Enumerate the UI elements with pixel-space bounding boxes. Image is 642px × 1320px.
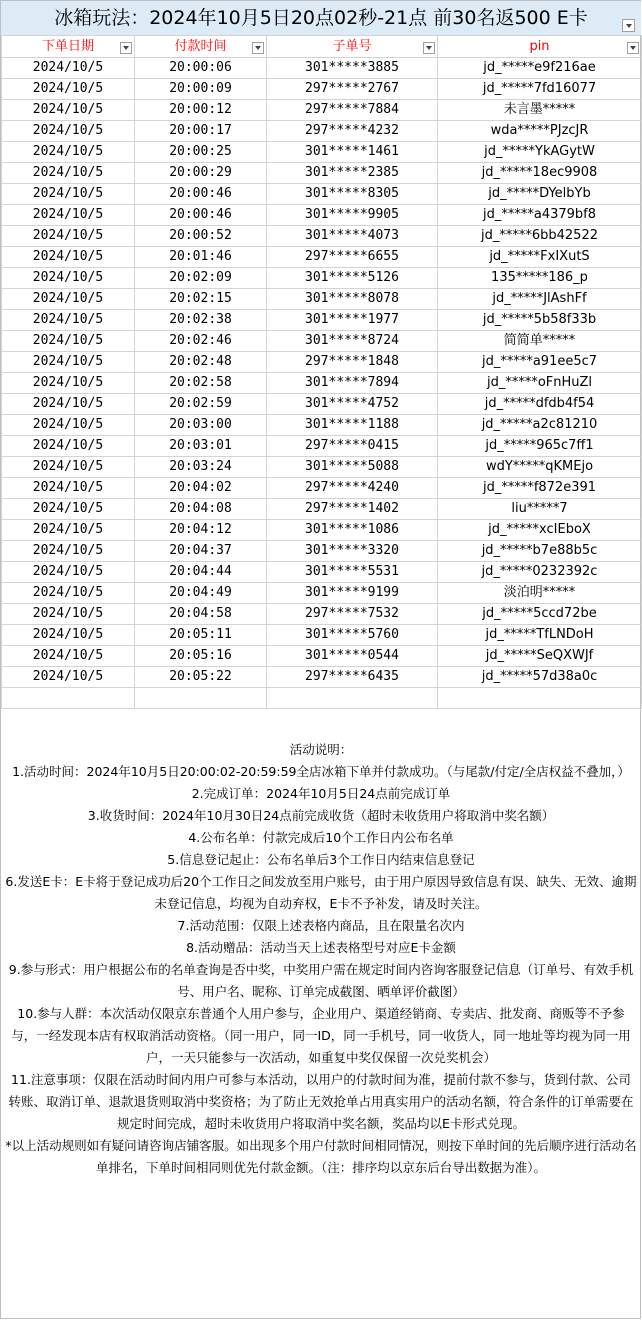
order-date-cell[interactable]: 2024/10/5 — [2, 478, 135, 499]
filter-dropdown-icon[interactable] — [627, 42, 639, 54]
pin-cell[interactable]: jd_*****JlAshFf — [438, 289, 642, 310]
table-row — [2, 394, 642, 415]
order-date-cell[interactable]: 2024/10/5 — [2, 310, 135, 331]
pay-time-cell[interactable]: 20:02:09 — [135, 268, 267, 289]
table-row — [2, 667, 642, 688]
pay-time-cell[interactable]: 20:03:00 — [135, 415, 267, 436]
rule-item: 6.发送E卡：E卡将于登记成功后20个工作日之间发放至用户账号，由于用户原因导致信息有误、缺失、无效、逾期未登记信息，均视为自动弃权，E卡不予补发，请及时关注。 — [5, 874, 637, 911]
order-date-cell[interactable]: 2024/10/5 — [2, 562, 135, 583]
rule-item: 10.参与人群：本次活动仅限京东普通个人用户参与，企业用户、渠道经销商、专卖店、批发商、商贩等不予参与，一经发现本店有权取消活动资格。（同一用户，同一ID，同一手机号，同一收货人，同一地址等均视为同一用户，一天只能参与一次活动，如重复中奖仅保留一次兑奖机会） — [11, 1006, 631, 1065]
column-header-label: 下单日期 — [41, 38, 94, 54]
column-header-sub-order[interactable] — [267, 36, 438, 58]
table-row — [2, 457, 642, 478]
sub-order-cell[interactable]: 301*****1977 — [267, 310, 438, 331]
pin-cell[interactable]: jd_*****57d38a0c — [438, 667, 642, 688]
pin-cell[interactable]: 简简单***** — [438, 331, 642, 352]
pin-cell[interactable]: jd_*****a91ee5c7 — [438, 352, 642, 373]
sub-order-cell[interactable]: 301*****4752 — [267, 394, 438, 415]
order-date-cell[interactable]: 2024/10/5 — [2, 247, 135, 268]
rule-item: 2.完成订单：2024年10月5日24点前完成订单 — [191, 786, 451, 801]
table-row — [2, 184, 642, 205]
rules-heading: 活动说明： — [289, 742, 353, 757]
sub-order-cell[interactable]: 301*****1188 — [267, 415, 438, 436]
pay-time-cell[interactable]: 20:00:46 — [135, 205, 267, 226]
order-date-cell[interactable]: 2024/10/5 — [2, 583, 135, 604]
sub-order-cell[interactable]: 301*****3320 — [267, 541, 438, 562]
sub-order-cell[interactable]: 297*****0415 — [267, 436, 438, 457]
rule-item: 9.参与形式：用户根据公布的名单查询是否中奖，中奖用户需在规定时间内咨询客服登记信息（订单号、有效手机号、用户名、昵称、订单完成截图、晒单评价截图） — [8, 962, 634, 999]
table-row — [2, 121, 642, 142]
pay-time-cell[interactable]: 20:02:15 — [135, 289, 267, 310]
order-date-cell[interactable]: 2024/10/5 — [2, 667, 135, 688]
sub-order-cell[interactable]: 297*****6655 — [267, 247, 438, 268]
order-date-cell[interactable]: 2024/10/5 — [2, 289, 135, 310]
pay-time-cell[interactable]: 20:02:38 — [135, 310, 267, 331]
table-row — [2, 436, 642, 457]
rule-item: 8.活动赠品：活动当天上述表格型号对应E卡金额 — [186, 940, 456, 955]
pay-time-cell[interactable]: 20:04:44 — [135, 562, 267, 583]
table-row — [2, 163, 642, 184]
pay-time-cell[interactable]: 20:04:37 — [135, 541, 267, 562]
pay-time-cell[interactable]: 20:02:48 — [135, 352, 267, 373]
sub-order-cell[interactable]: 301*****5531 — [267, 562, 438, 583]
empty-cell[interactable] — [135, 688, 267, 709]
order-date-cell[interactable]: 2024/10/5 — [2, 457, 135, 478]
order-date-cell[interactable]: 2024/10/5 — [2, 352, 135, 373]
pay-time-cell[interactable]: 20:00:17 — [135, 121, 267, 142]
pin-cell[interactable]: jd_*****a4379bf8 — [438, 205, 642, 226]
empty-cell[interactable] — [2, 688, 135, 709]
table-row — [2, 562, 642, 583]
activity-rules — [1, 739, 641, 1179]
filter-dropdown-icon[interactable] — [252, 42, 264, 54]
column-header-pin[interactable] — [438, 36, 642, 58]
order-date-cell[interactable]: 2024/10/5 — [2, 394, 135, 415]
order-date-cell[interactable]: 2024/10/5 — [2, 268, 135, 289]
pin-cell[interactable]: jd_*****f872e391 — [438, 478, 642, 499]
sub-order-cell[interactable]: 301*****5760 — [267, 625, 438, 646]
pin-cell[interactable]: jd_*****a2c81210 — [438, 415, 642, 436]
rule-item: 11.注意事项：仅限在活动时间内用户可参与本活动，以用户的付款时间为准，提前付款不参与，货到付款、公司转账、取消订单、退款退货则取消中奖资格；为了防止无效抢单占用真实用户的活动名额，符合条件的订单需要在规定时间完成，超时未收货用户将取消中奖名额，奖品均以E卡形式兑现。 — [8, 1072, 634, 1131]
order-date-cell[interactable]: 2024/10/5 — [2, 436, 135, 457]
column-header-pay-time[interactable] — [135, 36, 267, 58]
sub-order-cell[interactable]: 297*****2767 — [267, 79, 438, 100]
pay-time-cell[interactable]: 20:02:58 — [135, 373, 267, 394]
table-row — [2, 478, 642, 499]
header-row — [2, 36, 642, 58]
pay-time-cell[interactable]: 20:00:09 — [135, 79, 267, 100]
order-date-cell[interactable]: 2024/10/5 — [2, 184, 135, 205]
sub-order-cell[interactable]: 301*****9199 — [267, 583, 438, 604]
order-date-cell[interactable]: 2024/10/5 — [2, 100, 135, 121]
table-row — [2, 415, 642, 436]
sub-order-cell[interactable]: 301*****5088 — [267, 457, 438, 478]
pin-cell[interactable]: jd_*****965c7ff1 — [438, 436, 642, 457]
rule-item: 1.活动时间：2024年10月5日20:00:02-20:59:59全店冰箱下单并付款成功。（与尾款/付定/全店权益不叠加，） — [12, 764, 630, 779]
pin-cell[interactable]: 淡泊明***** — [438, 583, 642, 604]
rule-item: 3.收货时间：2024年10月30日24点前完成收货（超时未收货用户将取消中奖名额） — [87, 808, 555, 823]
column-header-label: 子单号 — [332, 38, 372, 54]
order-date-cell[interactable]: 2024/10/5 — [2, 604, 135, 625]
table-row — [2, 373, 642, 394]
sub-order-cell[interactable]: 297*****1402 — [267, 499, 438, 520]
sub-order-cell[interactable]: 301*****2385 — [267, 163, 438, 184]
sub-order-cell[interactable]: 301*****5126 — [267, 268, 438, 289]
table-row — [2, 289, 642, 310]
table-row — [2, 646, 642, 667]
pin-cell[interactable]: jd_*****b7e88b5c — [438, 541, 642, 562]
order-date-cell[interactable]: 2024/10/5 — [2, 499, 135, 520]
sub-order-cell[interactable]: 301*****1461 — [267, 142, 438, 163]
column-header-order-date[interactable] — [2, 36, 135, 58]
table-row — [2, 79, 642, 100]
empty-row — [2, 688, 642, 709]
page-title: 冰箱玩法：2024年10月5日20点02秒-21点 前30名返500 E卡 — [54, 7, 588, 29]
pin-cell[interactable]: jd_*****oFnHuZl — [438, 373, 642, 394]
table-row — [2, 205, 642, 226]
sub-order-cell[interactable]: 301*****1086 — [267, 520, 438, 541]
pay-time-cell[interactable]: 20:00:52 — [135, 226, 267, 247]
column-header-label: pin — [529, 38, 550, 54]
table-row — [2, 100, 642, 121]
order-date-cell[interactable]: 2024/10/5 — [2, 646, 135, 667]
order-date-cell[interactable]: 2024/10/5 — [2, 79, 135, 100]
order-date-cell[interactable]: 2024/10/5 — [2, 415, 135, 436]
pin-cell[interactable]: jd_*****DYelbYb — [438, 184, 642, 205]
order-date-cell[interactable]: 2024/10/5 — [2, 520, 135, 541]
table-row — [2, 625, 642, 646]
sub-order-cell[interactable]: 297*****7532 — [267, 604, 438, 625]
table-row — [2, 310, 642, 331]
order-date-cell[interactable]: 2024/10/5 — [2, 541, 135, 562]
sub-order-cell[interactable]: 297*****7884 — [267, 100, 438, 121]
pay-time-cell[interactable]: 20:00:06 — [135, 58, 267, 79]
pay-time-cell[interactable]: 20:03:01 — [135, 436, 267, 457]
table-row — [2, 583, 642, 604]
pin-cell[interactable]: wda*****PJzcJR — [438, 121, 642, 142]
sub-order-cell[interactable]: 297*****4240 — [267, 478, 438, 499]
pin-cell[interactable]: liu*****7 — [438, 499, 642, 520]
pin-cell[interactable]: 未言墨***** — [438, 100, 642, 121]
pin-cell[interactable]: 135*****186_p — [438, 268, 642, 289]
empty-cell[interactable] — [438, 688, 642, 709]
sub-order-cell[interactable]: 301*****4073 — [267, 226, 438, 247]
table-row — [2, 604, 642, 625]
pin-cell[interactable]: jd_*****6bb42522 — [438, 226, 642, 247]
pin-cell[interactable]: jd_*****18ec9908 — [438, 163, 642, 184]
empty-cell[interactable] — [267, 688, 438, 709]
table-row — [2, 331, 642, 352]
table-row — [2, 541, 642, 562]
order-date-cell[interactable]: 2024/10/5 — [2, 205, 135, 226]
table-row — [2, 268, 642, 289]
pin-cell[interactable]: jd_*****dfdb4f54 — [438, 394, 642, 415]
sub-order-cell[interactable]: 297*****4232 — [267, 121, 438, 142]
table-row — [2, 142, 642, 163]
rule-item: 7.活动范围：仅限上述表格内商品，且在限量名次内 — [177, 918, 465, 933]
order-date-cell[interactable]: 2024/10/5 — [2, 373, 135, 394]
pay-time-cell[interactable]: 20:00:12 — [135, 100, 267, 121]
pay-time-cell[interactable]: 20:04:49 — [135, 583, 267, 604]
sub-order-cell[interactable]: 301*****8724 — [267, 331, 438, 352]
pay-time-cell[interactable]: 20:05:22 — [135, 667, 267, 688]
table-row — [2, 226, 642, 247]
pay-time-cell[interactable]: 20:04:08 — [135, 499, 267, 520]
sub-order-cell[interactable]: 301*****7894 — [267, 373, 438, 394]
sub-order-cell[interactable]: 301*****3885 — [267, 58, 438, 79]
pay-time-cell[interactable]: 20:02:46 — [135, 331, 267, 352]
order-date-cell[interactable]: 2024/10/5 — [2, 163, 135, 184]
pay-time-cell[interactable]: 20:05:11 — [135, 625, 267, 646]
pay-time-cell[interactable]: 20:00:29 — [135, 163, 267, 184]
pin-cell[interactable]: wdY*****qKMEjo — [438, 457, 642, 478]
pay-time-cell[interactable]: 20:00:46 — [135, 184, 267, 205]
pin-cell[interactable]: jd_*****7fd16077 — [438, 79, 642, 100]
column-header-label: 付款时间 — [174, 38, 227, 54]
pay-time-cell[interactable]: 20:04:12 — [135, 520, 267, 541]
sub-order-cell[interactable]: 297*****6435 — [267, 667, 438, 688]
pin-cell[interactable]: jd_*****xcIEboX — [438, 520, 642, 541]
pin-cell[interactable]: jd_*****0232392c — [438, 562, 642, 583]
order-date-cell[interactable]: 2024/10/5 — [2, 121, 135, 142]
pin-cell[interactable]: jd_*****SeQXWJf — [438, 646, 642, 667]
filter-dropdown-icon[interactable] — [120, 42, 132, 54]
sub-order-cell[interactable]: 297*****1848 — [267, 352, 438, 373]
table-body — [2, 36, 642, 709]
filter-dropdown-icon[interactable] — [423, 42, 435, 54]
order-date-cell[interactable]: 2024/10/5 — [2, 58, 135, 79]
pay-time-cell[interactable]: 20:04:58 — [135, 604, 267, 625]
pin-cell[interactable]: jd_*****FxIXutS — [438, 247, 642, 268]
pay-time-cell[interactable]: 20:04:02 — [135, 478, 267, 499]
table-row — [2, 247, 642, 268]
order-date-cell[interactable]: 2024/10/5 — [2, 142, 135, 163]
rule-item: 4.公布名单：付款完成后10个工作日内公布名单 — [188, 830, 454, 845]
title-bar — [1, 1, 641, 36]
pay-time-cell[interactable]: 20:02:59 — [135, 394, 267, 415]
pin-cell[interactable]: jd_*****e9f216ae — [438, 58, 642, 79]
pay-time-cell[interactable]: 20:01:46 — [135, 247, 267, 268]
table-row — [2, 499, 642, 520]
pin-cell[interactable]: jd_*****TfLNDoH — [438, 625, 642, 646]
pay-time-cell[interactable]: 20:05:16 — [135, 646, 267, 667]
pay-time-cell[interactable]: 20:03:24 — [135, 457, 267, 478]
order-date-cell[interactable]: 2024/10/5 — [2, 625, 135, 646]
pin-cell[interactable]: jd_*****5ccd72be — [438, 604, 642, 625]
pay-time-cell[interactable]: 20:00:25 — [135, 142, 267, 163]
winners-table — [1, 35, 642, 709]
order-date-cell[interactable]: 2024/10/5 — [2, 331, 135, 352]
sub-order-cell[interactable]: 301*****9905 — [267, 205, 438, 226]
table-row — [2, 520, 642, 541]
table-row — [2, 58, 642, 79]
order-date-cell[interactable]: 2024/10/5 — [2, 226, 135, 247]
pin-cell[interactable]: jd_*****YkAGytW — [438, 142, 642, 163]
table-row — [2, 352, 642, 373]
sub-order-cell[interactable]: 301*****8305 — [267, 184, 438, 205]
sub-order-cell[interactable]: 301*****8078 — [267, 289, 438, 310]
filter-dropdown-icon[interactable] — [622, 19, 635, 32]
rule-item: 5.信息登记起止：公布名单后3个工作日内结束信息登记 — [167, 852, 475, 867]
sub-order-cell[interactable]: 301*****0544 — [267, 646, 438, 667]
rule-item: *以上活动规则如有疑问请咨询店铺客服。如出现多个用户付款时间相同情况，则按下单时间的先后顺序进行活动名单排名，下单时间相同则优先付款金额。（注：排序均以京东后台导出数据为准）。 — [5, 1138, 637, 1175]
pin-cell[interactable]: jd_*****5b58f33b — [438, 310, 642, 331]
